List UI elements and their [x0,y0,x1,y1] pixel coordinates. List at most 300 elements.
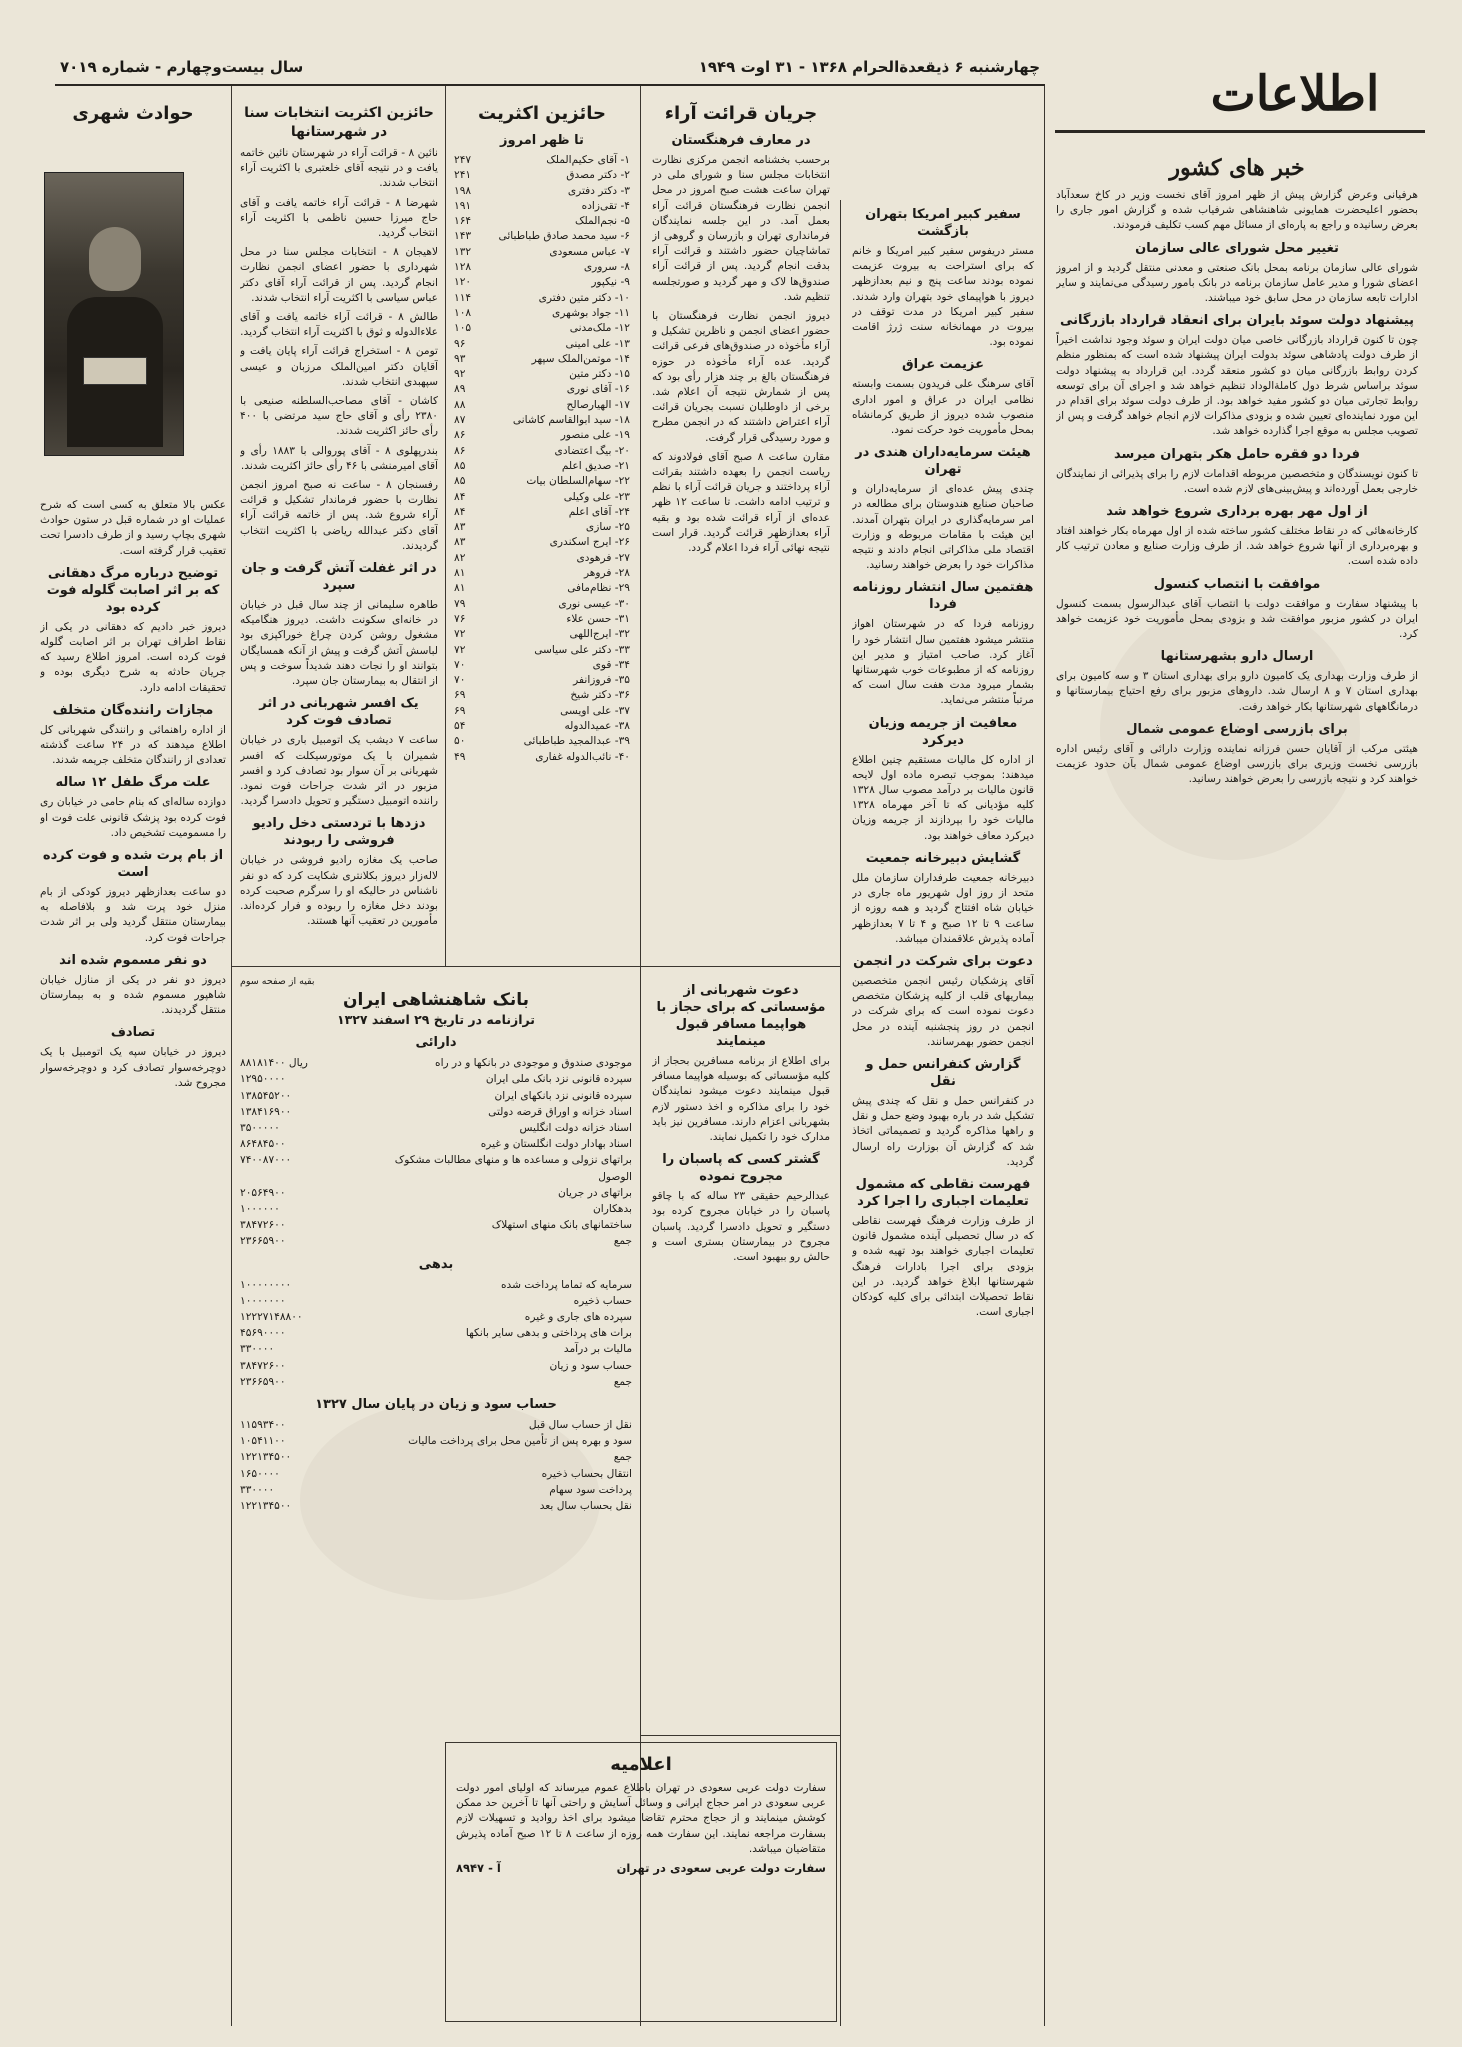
winners-row [452,658,632,673]
city-incident-item-headline: توضیح درباره مرگ دهقانی که بر اثر اصابت گلوله فوت کرده بود [46,565,220,615]
vote-reading-item-body: دیروز انجمن نظارت فرهنگستان با حضور اعضای انجمن و ناظرین تشکیل و آراء مأخوذه در صندوق‌های فرعی قرائت گردید. عده آراء مأخوذه در حوزه فرهنگستان بالغ بر چند هزار رأی بود که پس از شمارش نتیجه آن اعلام شد. برخی از داوطلبان نسبت بجریان قرائت آراء اعتراض داشتند که در انجمن مطرح و مورد رسیدگی قرار گرفت. [652,310,830,444]
winners-subtitle: تا ظهر امروز [500,133,584,148]
winner-votes: ۷۰ [454,674,466,687]
bank-pl-row [240,1433,632,1449]
bank-asset-label: براتهای در جریان [557,1186,632,1199]
winner-votes: ۸۵ [454,475,466,488]
winners-row [452,321,632,336]
bank-pl-value: ۱۲۲۱۳۴۵۰۰ [240,1500,292,1513]
bank-asset-value: ۳۵۰۰۰۰۰ [240,1122,280,1135]
bank-asset-label: اسناد خزانه دولت انگلیس [519,1122,632,1135]
bank-pl-row [240,1449,632,1465]
winners-row [452,581,632,596]
winner-votes: ۶۹ [454,704,466,717]
envoy-news-item-headline: معافیت از جریمه وزیان دیرکرد [868,715,1018,748]
bank-asset-label: سپرده قانونی نزد بانک ملی ایران [485,1073,632,1086]
city-incidents-title: حوادث شهری [72,103,194,124]
column-divider [231,86,232,2026]
vote-reading-sub-item-body: برای اطلاع از برنامه مسافرین بحجاز از کلیه مؤسساتی که بوسیله هواپیما مسافر قبول مینمایند دعوت میشود نمایندگان خود را برای مذاکره و اخذ دستور لازم بشهربانی اعزام دارند. مسافرین نیز باید مدارک خود را تکمیل نمایند. [652,1055,830,1144]
winner-votes: ۱۹۱ [454,199,472,212]
city-incident-item-headline: مجازات راننده‌گان متخلف [52,702,214,718]
senate-item-body: تومن ۸ - استخراج قرائت آراء پایان یافت و آقایان دکتر امین‌الملک مرزبان و عیسی سپهبدی انتخاب شدند. [240,345,438,388]
envoy-news-item-body: روزنامه فردا که در شهرستان اهواز منتشر میشود هفتمین سال انتشار خود را آغاز کرد. صاحب امتیاز و مدیر این روزنامه که از مطبوعات خوب شهرستانها بشمار میرود مدت هفت سال است که مرتباً منتشر می‌نماید. [852,618,1034,707]
bank-balance-sheet [240,974,632,1804]
column-vote-reading [652,98,830,968]
bank-liability-row [240,1309,632,1325]
winner-votes: ۱۶۴ [454,215,472,228]
city-incidents-list [40,565,226,1091]
winners-row [452,612,632,627]
city-incident-item-headline: تصادف [110,1025,156,1041]
winners-row [452,688,632,703]
winners-row [452,505,632,520]
fire-story-item-headline: در اثر غفلت آتش گرفت و جان سپرد [241,561,437,594]
envoy-news-item-headline: سفیر کبیر امریکا بتهران بازگشت [865,207,1021,239]
winner-votes: ۷۲ [454,628,466,641]
portrait-photo [44,172,184,456]
winner-name: ۱۰- دکتر متین دفتری [538,291,630,304]
folio-rule [55,84,1045,86]
senate-item-body: بندرپهلوی ۸ - آقای پوروالی با ۱۸۸۳ رأی و آقای امیرمنشی با ۴۶ رأی حائز اکثریت شدند. [240,444,438,472]
winner-votes: ۸۳ [454,536,466,549]
vote-reading-list [652,153,830,556]
portrait-face [89,227,141,291]
winners-title: حائزین اکثریت [478,103,606,124]
winner-name: ۴۰- نائب‌الدوله غفاری [535,750,630,763]
city-incident-item-body: دیروز در خیابان سپه یک اتومبیل با یک دوچرخه‌سوار تصادف کرد و دوچرخه‌سوار مجروح شد. [40,1046,226,1089]
winner-votes: ۴۹ [454,750,466,763]
winner-name: ۲۰- بیگ اعتضادی [554,444,630,457]
winner-votes: ۸۵ [454,459,466,472]
senate-list [240,146,438,929]
envoy-news-item-headline: دعوت برای شرکت در انجمن [853,953,1033,969]
bank-asset-row [240,1088,632,1104]
vote-reading-subtitle: در معارف فرهنگستان [671,133,811,148]
city-incident-item-headline: علت مرگ طفل ۱۲ ساله [55,775,211,791]
winner-votes: ۷۹ [454,597,466,610]
vote-reading-sub-list [652,982,830,1265]
city-incident-item-headline: از بام پرت شده و فوت کرده است [42,848,224,881]
winner-votes: ۲۴۱ [454,169,472,182]
bank-asset-row [240,1152,632,1184]
winner-votes: ۸۶ [454,429,466,442]
winner-name: ۳۷- علی اویسی [560,704,630,717]
fire-story-item-body: ساعت ۷ دیشب یک اتومبیل باری در خیابان شمیران با یک موتورسیکلت که افسر شهربانی بر آن سوار بود تصادف کرد و افسر مزبور در اثر شدت جراحات فوت نمود. راننده اتومبیل دستگیر و تحویل دادسرا گردید. [240,734,438,808]
winners-row [452,734,632,749]
national-news-item-body: هرفیانی وعرض گزارش پیش از ظهر امروز آقای نخست وزیر در کاخ سعدآباد بحضور اعلیحضرت همایونی شاهنشاهی شرفیاب شده و گزارش امور جاری را بعرض رسانیده و راجع به پاره‌ای از مسائل مهم کسب تکلیف فرمودند. [1056,189,1418,232]
winner-votes: ۵۴ [454,719,466,732]
bank-liability-value: ۴۵۶۹۰۰۰۰ [240,1327,286,1340]
bank-asset-row [240,1201,632,1217]
winners-row [452,382,632,397]
bank-pl-value: ۱۱۵۹۳۴۰۰ [240,1419,286,1432]
envoy-news-item-body: از طرف وزارت فرهنگ فهرست نقاطی که در سال تحصیلی آینده مشمول قانون تعلیمات اجباری خواهند بود تهیه شده و بزودی برای اجرا بادارات فرهنگ شهرستانها ابلاغ خواهد گردید. در این نقاط تحصیلات ابتدائی برای کلیه کودکان اجباری است. [852,1214,1034,1319]
winners-row [452,444,632,459]
envoy-news-item-headline: عزیمت عراق [902,357,984,373]
bank-pl-title: حساب سود و زیان در پایان سال ۱۳۲۷ [315,1397,557,1413]
portrait-placard [83,357,147,385]
winners-row [452,367,632,382]
winner-votes: ۷۲ [454,643,466,656]
bank-liability-value: ۱۰۰۰۰۰۰۰۰ [240,1278,292,1291]
national-news-item-headline: از اول مهر بهره برداری شروع خواهد شد [1106,504,1368,520]
winner-name: ۹- نیکپور [591,276,630,289]
national-news-item-headline: موافقت با انتصاب کنسول [1153,576,1321,592]
winner-name: ۲۴- آقای اعلم [568,505,630,518]
bank-pl-value: ۱۰۵۴۱۱۰۰ [240,1435,286,1448]
bank-pl-row [240,1498,632,1514]
winner-votes: ۱۰۸ [454,306,472,319]
bank-pl-value: ۱۲۲۱۳۴۵۰۰ [240,1451,292,1464]
winner-name: ۲۲- سهام‌السلطان بیات [526,475,630,488]
winners-row [452,184,632,199]
bank-liability-row [240,1374,632,1390]
winner-votes: ۸۴ [454,490,466,503]
city-incident-item-body: دیروز خبر دادیم که دهقانی در یکی از نقاط اطراف تهران بر اثر اصابت گلوله فوت کرده است. امروز اطلاع رسید که جریان حادثه به شرح دیگری بوده و تحقیقات ادامه دارد. [40,620,226,694]
winners-row [452,535,632,550]
bank-asset-value: ۸۶۴۸۴۵۰۰ [240,1138,286,1151]
announcement-box [445,1742,837,2022]
winner-votes: ۵۰ [454,735,466,748]
winners-row [452,413,632,428]
bank-liability-value: ۲۳۶۶۵۹۰۰ [240,1375,286,1388]
vote-reading-item-body: مقارن ساعت ۸ صبح آقای فولادوند که ریاست انجمن را بعهده داشتند بقرائت آراء پرداختند و جریان قرائت آراء با نظم و ترتیب ادامه داشت. تا ساعت ۱۲ ظهر عده‌ای از آراء قرائت شده بود و بقیه آراء بعدازظهر قرائت گردید. قرار است نتیجه نهائی آراء فردا اعلام گردد. [652,450,830,555]
bank-header-note: بقیه از صفحه سوم [240,976,315,987]
winner-name: ۳۱- حسن علاء [566,612,630,625]
fire-story-item-body: طاهره سلیمانی از چند سال قبل در خیابان در خانه‌ای سکونت داشت. دیروز هنگامیکه مشغول روشن کردن چراغ خوراکپزی بود لباسش آتش گرفت و پیش از آنکه همسایگان بتوانند او را نجات دهند شدیداً سوخت و پس از انتقال به بیمارستان جان سپرد. [240,599,438,688]
winner-votes: ۸۸ [454,398,466,411]
winners-row [452,245,632,260]
bank-asset-row [240,1071,632,1087]
bank-asset-row [240,1185,632,1201]
vote-reading-sub-item-headline: گشتر کسی که پاسبان را مجروح نموده [662,1152,820,1185]
envoy-news-item-body: در کنفرانس حمل و نقل که چندی پیش تشکیل شد در باره بهبود وضع حمل و نقل و راهها مذاکره گردید و تصمیماتی اتخاذ شد که گزارش آن بوزارت راه ارسال گردید. [852,1094,1034,1168]
national-news-item-body: شورای عالی سازمان برنامه بمحل بانک صنعتی و معدنی منتقل گردید و از امروز اعضای شورا و مدیر عامل سازمان برنامه در بانک بامور رسیدگی می‌نمایند و سایر ادارات تابعه سازمان در محل سابق خود میباشند. [1056,261,1418,305]
masthead-logo: اطلاعات [1210,66,1380,122]
senate-title: حائزین اکثریت انتخابات سنا در شهرستانها [244,105,434,140]
winners-table [452,153,632,765]
winner-name: ۳۰- عیسی نوری [558,597,630,610]
winner-name: ۱۶- آقای نوری [566,383,630,396]
winners-row [452,459,632,474]
bank-asset-value: ۱۳۸۵۴۵۲۰۰ [240,1089,292,1102]
winners-row [452,750,632,765]
announcement-footer [456,1861,826,1876]
bank-pl-label: انتقال بحساب ذخیره [541,1467,632,1480]
bank-pl-label: سود و بهره پس از تأمین محل برای پرداخت مالیات [408,1435,632,1448]
winner-name: ۲۵- سازی [585,521,630,534]
winner-votes: ۱۳۲ [454,245,472,258]
bank-asset-label: براتهای نزولی و مساعده ها و منهای مطالبات مشکوک الوصول [394,1154,632,1183]
masthead-rule [1055,130,1425,133]
envoy-news-item-headline: هیئت سرمایه‌داران هندی در تهران [855,445,1031,478]
winner-name: ۲۸- فروهر [583,567,630,580]
bank-asset-label: اسناد بهادار دولت انگلستان و غیره [480,1138,632,1151]
winner-votes: ۱۴۳ [454,230,472,243]
column-senate [240,98,438,958]
vote-reading-sub-item-headline: دعوت شهربانی از مؤسساتی که برای حجاز با هواپیما مسافر قبول مینمایند [656,983,826,1049]
winner-votes: ۱۲۸ [454,261,472,274]
bank-asset-row [240,1136,632,1152]
fire-story-item-headline: یک افسر شهربانی در اثر تصادف فوت کرد [259,696,419,729]
bank-asset-value: ۷۴۰۰۸۷۰۰۰ [240,1154,292,1167]
bank-asset-row [240,1055,632,1071]
winners-row [452,566,632,581]
bank-liability-row [240,1358,632,1374]
winner-name: ۱۸- سید ابوالقاسم کاشانی [512,414,630,427]
winners-row [452,520,632,535]
bank-asset-row [240,1217,632,1233]
bank-asset-label: موجودی صندوق و موجودی در بانکها و در راه [435,1057,632,1070]
national-news-title: خبر های کشور [1169,155,1305,181]
national-news-item-body: هیئتی مرکب از آقایان حسن فرزانه نماینده وزارت دارائی و آقای رئیس اداره بازرسی نخست وزیری برای بازرسی اوضاع عمومی شمال بآن حدود عزیمت خواهند کرد و نتیجه بازرسی را بعرض خواهند رسانید. [1056,742,1418,786]
winner-name: ۴- تقی‌زاده [581,199,630,212]
winners-row [452,337,632,352]
winners-row [452,490,632,505]
bank-asset-label: اسناد خزانه و اوراق قرضه دولتی [488,1105,632,1118]
bank-asset-label: ساختمانهای بانک منهای استهلاک [491,1219,632,1232]
national-news-list [1056,188,1418,787]
bank-liability-value: ۳۸۴۷۲۶۰۰ [240,1359,286,1372]
winner-name: ۲- دکتر مصدق [566,169,630,182]
fire-story-item-body: صاحب یک مغازه رادیو فروشی در خیابان لاله‌زار دیروز بکلانتری شکایت کرد که دو نفر ناشناس در حالیکه او را سرگرم صحبت کرده بودند دخل مغازه را ربوده و فرار کرده‌اند. مأمورین در تعقیب آنها هستند. [240,854,438,928]
bank-asset-value: ۱۲۹۵۰۰۰۰ [240,1073,286,1086]
envoy-news-item-headline: گشایش دبیرخانه جمعیت [865,850,1021,866]
winners-row [452,643,632,658]
bank-liability-label: برات های پرداختی و بدهی سایر بانکها [465,1327,632,1340]
winner-votes: ۸۱ [454,582,466,595]
winner-votes: ۹۳ [454,352,466,365]
winner-name: ۱۳- علی امینی [565,337,630,350]
national-news-item-headline: برای بازرسی اوضاع عمومی شمال [1126,721,1348,737]
section-divider [640,1735,840,1736]
winner-name: ۳۸- عمیدالدوله [564,719,630,732]
bank-liability-row [240,1341,632,1357]
winners-row [452,352,632,367]
winner-name: ۱۲- ملک‌مدنی [569,322,630,335]
senate-item-body: لاهیجان ۸ - انتخابات مجلس سنا در محل شهرداری با حضور اعضای انجمن نظارت انجام گردید. پس از قرائت آراء آقای دکتر عباس سیاسی با اکثریت آراء انتخاب شدند. [240,246,438,304]
bank-pl-label: جمع [613,1451,632,1464]
winner-name: ۲۶- ایرج اسکندری [549,536,630,549]
winner-name: ۳۴- قوی [592,658,630,671]
winner-name: ۲۱- صدیق اعلم [561,459,630,472]
bank-asset-label: سپرده قانونی نزد بانکهای ایران [494,1089,632,1102]
bank-liability-row [240,1277,632,1293]
winners-row [452,168,632,183]
winner-name: ۱۵- دکتر متین [569,368,630,381]
city-incident-item-body: دو ساعت بعدازظهر دیروز کودکی از بام منزل خود پرت شد و بلافاصله به بیمارستان منتقل گردید ولی بر اثر شدت جراحات فوت کرد. [40,886,226,944]
winners-row [452,199,632,214]
winner-votes: ۶۹ [454,689,466,702]
bank-asset-value: ۱۰۰۰۰۰۰ [240,1203,280,1216]
envoy-news-item-body: چندی پیش عده‌ای از سرمایه‌داران و صاحبان صنایع هندوستان برای مطالعه در امر سرمایه‌گذاری در ایران بتهران آمدند. این هیئت با مقامات مربوطه و وزارت اقتصاد ملی مذاکراتی انجام دادند و نتیجه مذاکرات خود را بعرض خواهند رسانید. [852,483,1034,572]
winners-row [452,719,632,734]
column-winners [452,98,632,958]
bank-liability-row [240,1325,632,1341]
bank-pl-label: نقل از حساب سال قبل [528,1419,632,1432]
winner-name: ۷- عباس مسعودی [549,245,630,258]
bank-assets-label: دارائی [415,1035,457,1051]
city-incident-item-body: از اداره راهنمائی و رانندگی شهربانی کل اطلاع میدهند که در ۲۴ ساعت گذشته تعدادی از رانندگان متخلف جریمه شدند. [40,723,226,767]
winner-votes: ۸۲ [454,551,466,564]
national-news-item-body: با پیشنهاد سفارت و موافقت دولت با انتصاب آقای عبدالرسول بسمت کنسول ایران در کشور مزبور موافقت شد و بزودی بمحل مأموریت خود عزیمت خواهد کرد. [1056,597,1418,641]
winners-row [452,398,632,413]
envoy-news-item-body: مستر دریفوس سفیر کبیر امریکا و خانم که برای استراحت به بیروت عزیمت نموده بودند ساعت پنج و نیم بعدازظهر دیروز با هواپیمای خود بتهران وارد شدند. سفیر کبیر امریکا در مدت توقف در بیروت در مهمانخانه سنت ژرژ اقامت نموده بود. [852,245,1034,349]
city-incident-item-headline: دو نفر مسموم شده اند [59,952,207,968]
winner-votes: ۸۶ [454,444,466,457]
winner-name: ۱۱- جواد بوشهری [552,306,630,319]
bank-title: بانک شاهنشاهی ایران [342,990,529,1011]
winner-votes: ۱۹۸ [454,184,472,197]
bank-asset-value: ۱۳۸۴۱۶۹۰۰ [240,1105,292,1118]
winner-votes: ۸۷ [454,414,466,427]
photo-caption: عکس بالا متعلق به کسی است که شرح عملیات او در شماره قبل در ستون حوادث شهری بچاپ رسید و از طرف دادسرا تحت تعقیب قرار گرفته است. [40,499,226,557]
bank-liability-label: مالیات بر درآمد [563,1343,632,1356]
column-vote-reading-cont [652,976,830,1731]
bank-liability-row [240,1293,632,1309]
national-news-item-body: کارخانه‌هائی که در نقاط مختلف کشور ساخته شده از اول مهرماه بکار خواهند افتاد و بهره‌برداری از آنها شروع خواهد شد. از طرف وزارت صنایع و معادن ترتیب کار داده شده است. [1056,525,1418,568]
bank-liability-value: ۱۰۰۰۰۰۰۰ [240,1294,286,1307]
bank-pl-value: ۳۳۰۰۰۰ [240,1483,275,1496]
national-news-item-headline: ارسال دارو بشهرستانها [1160,649,1314,665]
envoy-news-item-body: آقای سرهنگ علی فریدون بسمت وابسته نظامی ایران در عراق و امور اداری منصوب شده دیروز از طریق کرمانشاه بمحل مأموریت خود حرکت نمود. [852,378,1034,437]
national-news-item-headline: پیشنهاد دولت سوئد بایران برای انعقاد قرارداد بازرگانی [1059,313,1414,329]
bank-asset-value: ۳۸۴۷۲۶۰۰ [240,1219,286,1232]
bank-asset-row [240,1120,632,1136]
column-divider [1044,86,1045,2026]
envoy-news-item-body: آقای پزشکیان رئیس انجمن متخصصین بیماریهای قلب از کلیه پزشکان متخصص دعوت نموده است که برای شرکت در انجمن در روز پنجشنبه آینده در محل انجمن حضور بهمرسانند. [852,974,1034,1048]
winners-row [452,597,632,612]
bank-asset-label: جمع [613,1235,632,1248]
winner-name: ۱- آقای حکیم‌الملک [546,154,630,166]
fire-story-item-headline: دزدها با تردستی دخل رادیو فروشی را ربودند [252,816,426,849]
vote-reading-sub-item-body: عبدالرحیم حقیقی ۲۳ ساله که با چاقو پاسبان را در خیابان مجروح کرده بود دستگیر و تحویل دادسرا گردید. پاسبان مجروح در بیمارستان بستری است و حالش رو ببهبود است. [652,1190,830,1264]
winner-name: ۲۹- نظام‌مافی [567,582,630,595]
city-incident-item-body: دوازده ساله‌ای که بنام حامی در خیابان ری فوت کرده بود پزشک قانونی علت فوت او را مسمومیت تشخیص داد. [40,796,226,839]
bank-liability-label: جمع [613,1375,632,1388]
vote-reading-item-body: برحسب بخشنامه انجمن مرکزی نظارت انتخابات مجلس سنا و شورای ملی در تهران ساعت هشت صبح امروز در محل انجمن نظارت فرهنگستان قرائت آراء بعمل آمد. در این جلسه نمایندگان فرمانداری تهران و بازرسان و گروهی از تماشاچیان حضور داشتند و قرائت آراء بدقت انجام گردید. پس از قرائت آراء صندوق‌ها لاک و مهر گردید و صورتجلسه تنظیم شد. [652,154,830,303]
winner-votes: ۹۲ [454,368,466,381]
winners-row [452,673,632,688]
bank-subtitle: ترازنامه در تاریخ ۲۹ اسفند ۱۳۲۷ [336,1012,535,1028]
envoy-news-item-body: دبیرخانه جمعیت طرفداران سازمان ملل متحد از روز اول شهریور ماه جاری در خیابان شاه افتتاح گردید و همه روزه از ساعت ۹ تا ۱۲ صبح و ۴ تا ۷ بعدازظهر آماده پذیرش علاقمندان میباشد. [852,871,1034,945]
winner-votes: ۷۶ [454,612,466,625]
envoy-news-list [852,206,1034,1320]
winner-name: ۵- نجم‌الملک [574,215,630,228]
winner-votes: ۱۰۵ [454,322,472,335]
winners-row [452,306,632,321]
winner-name: ۱۹- علی منصور [560,429,630,442]
envoy-news-item-headline: هفتمین سال انتشار روزنامه فردا [852,580,1034,613]
bank-liability-label: حساب ذخیره [573,1294,632,1307]
senate-item-body: شهرضا ۸ - قرائت آراء خاتمه یافت و آقای حاج میرزا حسین ناظمی با اکثریت آراء انتخاب گردید. [240,196,438,240]
winners-row [452,704,632,719]
winners-row [452,260,632,275]
winner-votes: ۱۱۴ [454,291,472,304]
folio-date: چهارشنبه ۶ ذیقعدةالحرام ۱۳۶۸ - ۳۱ اوت ۱۹۴۹ [698,58,1040,76]
winner-votes: ۷۰ [454,658,466,671]
winner-votes: ۹۶ [454,337,466,350]
winner-name: ۲۷- فرهودی [576,551,630,564]
bank-pl-label: پرداخت سود سهام [549,1483,632,1496]
announcement-code: آ - ۸۹۴۷ [456,1861,501,1876]
column-divider [840,200,841,2026]
winners-row [452,153,632,168]
winner-name: ۱۷- الهیارصالح [566,398,630,411]
winners-row [452,275,632,290]
winners-row [452,627,632,642]
bank-assets-list [240,1055,632,1249]
winner-name: ۳۶- دکتر شیخ [570,689,630,702]
bank-asset-value: ۲۳۶۶۵۹۰۰ [240,1235,286,1248]
bank-pl-list [240,1417,632,1514]
announcement-body [456,1749,826,2015]
bank-liability-label: سپرده های جاری و غیره [524,1311,632,1324]
folio-volume: سال بیست‌وچهارم - شماره ۷۰۱۹ [60,58,304,76]
bank-asset-value: ریال ۸۸۱۸۱۴۰۰ [240,1057,308,1070]
winners-row [452,229,632,244]
bank-liabilities-label: بدهی [418,1256,454,1272]
envoy-news-item-headline: فهرست نقاطی که مشمول تعلیمات اجباری را اجرا کرد [855,1176,1031,1209]
bank-liability-label: حساب سود و زیان [549,1359,632,1372]
vote-reading-title: جریان قرائت آراء [664,103,818,124]
bank-asset-label: بدهکاران [592,1203,632,1216]
section-divider [445,966,640,967]
announcement-sign: سفارت دولت عربی سعودی در تهران [616,1861,826,1876]
winner-name: ۶- سید محمد صادق طباطبائی [498,230,630,243]
winners-row [452,291,632,306]
national-news-item-headline: فردا دو فقره حامل هکر بتهران میرسد [1114,446,1360,462]
winner-votes: ۸۹ [454,383,466,396]
column-envoy-news [852,200,1034,2020]
column-national-news [1056,150,1418,2020]
bank-pl-label: نقل بحساب سال بعد [539,1500,632,1513]
winner-votes: ۱۲۰ [454,276,472,289]
column-divider [445,86,446,966]
winners-row [452,474,632,489]
bank-pl-row [240,1466,632,1482]
city-incident-item-body: دیروز دو نفر در یکی از منازل خیابان شاهپور مسموم شده و به بیمارستان منتقل گردیدند. [40,973,226,1017]
national-news-item-body: تا کنون نویسندگان و متخصصین مربوطه اقدامات لازم را برای پذیرائی از نمایندگان خارجی بعمل آورده‌اند و پیش‌بینی‌های لازم شده است. [1056,467,1418,495]
envoy-news-item-body: از اداره کل مالیات مستقیم چنین اطلاع میدهند: بموجب تبصره ماده اول لایحه قانون مالیات بر درآمد مصوب سال ۱۳۲۸ کلیه مؤدیانی که تا آخر مهرماه ۱۳۲۸ مالیات خود را بپردازند از جریمه وزیان دیرکرد معاف خواهند بود. [852,753,1034,842]
national-news-item-body: چون تا کنون قرارداد بازرگانی خاصی میان دولت ایران و سوئد وجود نداشت اخیراً از طرف دولت پادشاهی سوئد بدولت ایران پیشنهاد شده است که بمنظور منظم کردن روابط بازرگانی میان دو کشور منعقد گردد. این قرارداد به پیشنهاد دولت سوئد براساس شرط دول کاملةالوداد تنظیم خواهد شد و اجرای آن برای توسعه روابط تجارتی میان دو کشور مفید خواهد بود. از طرف دولت سوئد برای اقدام در این مورد نماینده‌ای تعیین شده و بزودی مذاکرات لازم انجام خواهد گرفت و پس از تصویب مجلس به موقع اجرا گذارده خواهد شد. [1056,334,1418,438]
winner-name: ۳۲- ایرج‌اللهی [569,628,630,641]
winner-name: ۳۹- عبدالمجید طباطبائی [523,735,630,748]
winner-name: ۱۴- موتمن‌الملک سپهر [531,352,630,365]
winners-row [452,551,632,566]
bank-asset-value: ۲۰۵۶۴۹۰۰ [240,1186,286,1199]
announcement-title: اعلامیه [610,1754,672,1775]
winners-row [452,428,632,443]
winner-votes: ۲۴۷ [454,154,472,166]
bank-asset-row [240,1104,632,1120]
bank-liability-value: ۳۳۰۰۰۰ [240,1343,275,1356]
section-divider [231,966,445,967]
winner-votes: ۸۱ [454,567,466,580]
national-news-item-headline: تغییر محل شورای عالی سازمان [1135,240,1339,256]
winner-votes: ۸۴ [454,505,466,518]
winner-name: ۸- سروری [583,261,630,274]
senate-item-body: نائین ۸ - قرائت آراء در شهرستان نائین خاتمه یافت و در نتیجه آقای خلعتبری با اکثریت آراء انتخاب شدند. [240,147,438,190]
senate-item-body: طالش ۸ - قرائت آراء خاتمه یافت و آقای علاءالدوله و ثوق با اکثریت آراء انتخاب گردید. [240,311,438,339]
winner-name: ۲۳- علی وکیلی [563,490,630,503]
senate-item-body: رفسنجان ۸ - ساعت نه صبح امروز انجمن نظارت با حضور فرماندار تشکیل و قرائت آراء شروع شد. پس از خاتمه قرائت آراء آقای دکتر عبدالله ریاضی با اکثریت انتخاب گردیدند. [240,479,438,552]
winner-name: ۳- دکتر دفتری [567,184,630,197]
winner-name: ۳۳- دکتر علی سیاسی [534,643,630,656]
winner-votes: ۸۳ [454,521,466,534]
winners-row [452,214,632,229]
national-news-item-body: از طرف وزارت بهداری یک کامیون دارو برای بهداری استان ۳ و سه کامیون برای بهداری استان ۷ و ۸ ارسال شد. داروهای مزبور برای رفع احتیاج بیمارستانها و درمانگاههای شهرستانها بکار خواهد رفت. [1056,670,1418,713]
